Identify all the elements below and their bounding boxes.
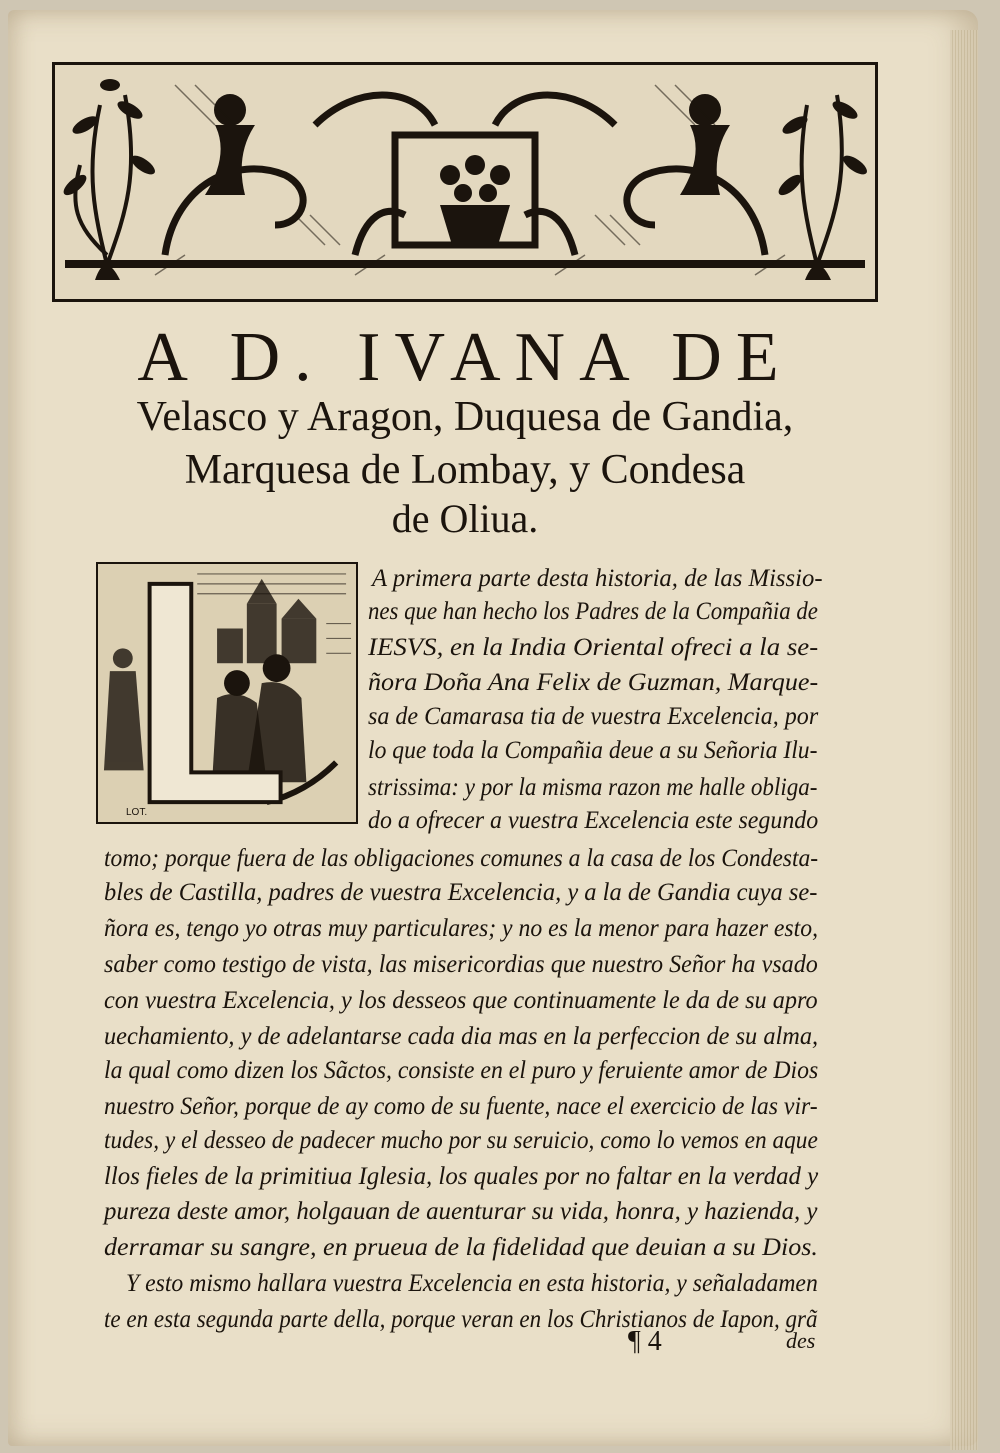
text-line: IESVS, en la India Oriental ofreci a la se- xyxy=(368,634,819,661)
text-line: nes que han hecho los Padres de la Compañia de xyxy=(368,598,818,625)
woodcut-headpiece xyxy=(52,62,878,302)
title-line-1: A D. IVANA DE xyxy=(137,319,793,396)
title-line-3: Marquesa de Lombay, y Condesa xyxy=(184,447,746,493)
text-line: ñora Doña Ana Felix de Guzman, Marque- xyxy=(368,669,819,696)
text-line: derramar su sangre, en prueua de la fidelidad que deuian a su Dios. xyxy=(104,1234,818,1261)
text-line: uechamiento, y de adelantarse cada dia mas en la perfeccion de su alma, xyxy=(104,1023,819,1050)
text-line: bles de Castilla, padres de vuestra Excelencia, y a la de Gandia cuya se- xyxy=(104,879,818,906)
title-line-4: de Oliua. xyxy=(391,496,539,541)
text-line: la qual como dizen los Sãctos, consiste en el puro y feruiente amor de Dios xyxy=(104,1057,819,1084)
text-line: nuestro Señor, porque de ay como de su fuente, nace el exercicio de las vir- xyxy=(104,1093,818,1120)
text-line: Y esto mismo hallara vuestra Excelencia en esta historia, y señaladamen xyxy=(126,1270,818,1297)
initial-caption: LOT. xyxy=(126,807,148,818)
text-line: tomo; porque fuera de las obligaciones comunes a la casa de los Condesta- xyxy=(104,845,819,872)
text-line: te en esta segunda parte della, porque veran en los Christianos de Iapon, grã xyxy=(104,1306,818,1333)
text-line: do a ofrecer a vuestra Excelencia este segundo xyxy=(368,807,819,834)
text-line: lo que toda la Compañia deue a su Señoria Ilu- xyxy=(368,737,818,764)
text-line: ñora es, tengo yo otras muy particulares; y no es la menor para hazer esto, xyxy=(104,915,819,942)
page-edges xyxy=(950,30,978,1450)
text-line: sa de Camarasa tia de vuestra Excelencia, por xyxy=(368,703,819,730)
decorated-initial xyxy=(96,562,358,824)
text-line: con vuestra Excelencia, y los desseos que continuamente le da de su apro xyxy=(104,987,818,1014)
signature-mark: ¶ 4 xyxy=(628,1326,662,1357)
text-line: tudes, y el desseo de padecer mucho por su seruicio, como lo vemos en aque xyxy=(104,1127,818,1154)
text-line: saber como testigo de vista, las misericordias que nuestro Señor ha vsado xyxy=(104,951,818,978)
text-line: llos fieles de la primitiua Iglesia, los quales por no faltar en la verdad y xyxy=(104,1163,819,1190)
text-line: A primera parte desta historia, de las Missio- xyxy=(372,565,823,592)
title-line-2: Velasco y Aragon, Duquesa de Gandia, xyxy=(136,394,794,440)
catchword: des xyxy=(786,1328,816,1353)
text-line: pureza deste amor, holgauan de auenturar su vida, honra, y hazienda, y xyxy=(104,1198,818,1225)
text-line: strissima: y por la misma razon me halle obliga- xyxy=(368,774,818,801)
